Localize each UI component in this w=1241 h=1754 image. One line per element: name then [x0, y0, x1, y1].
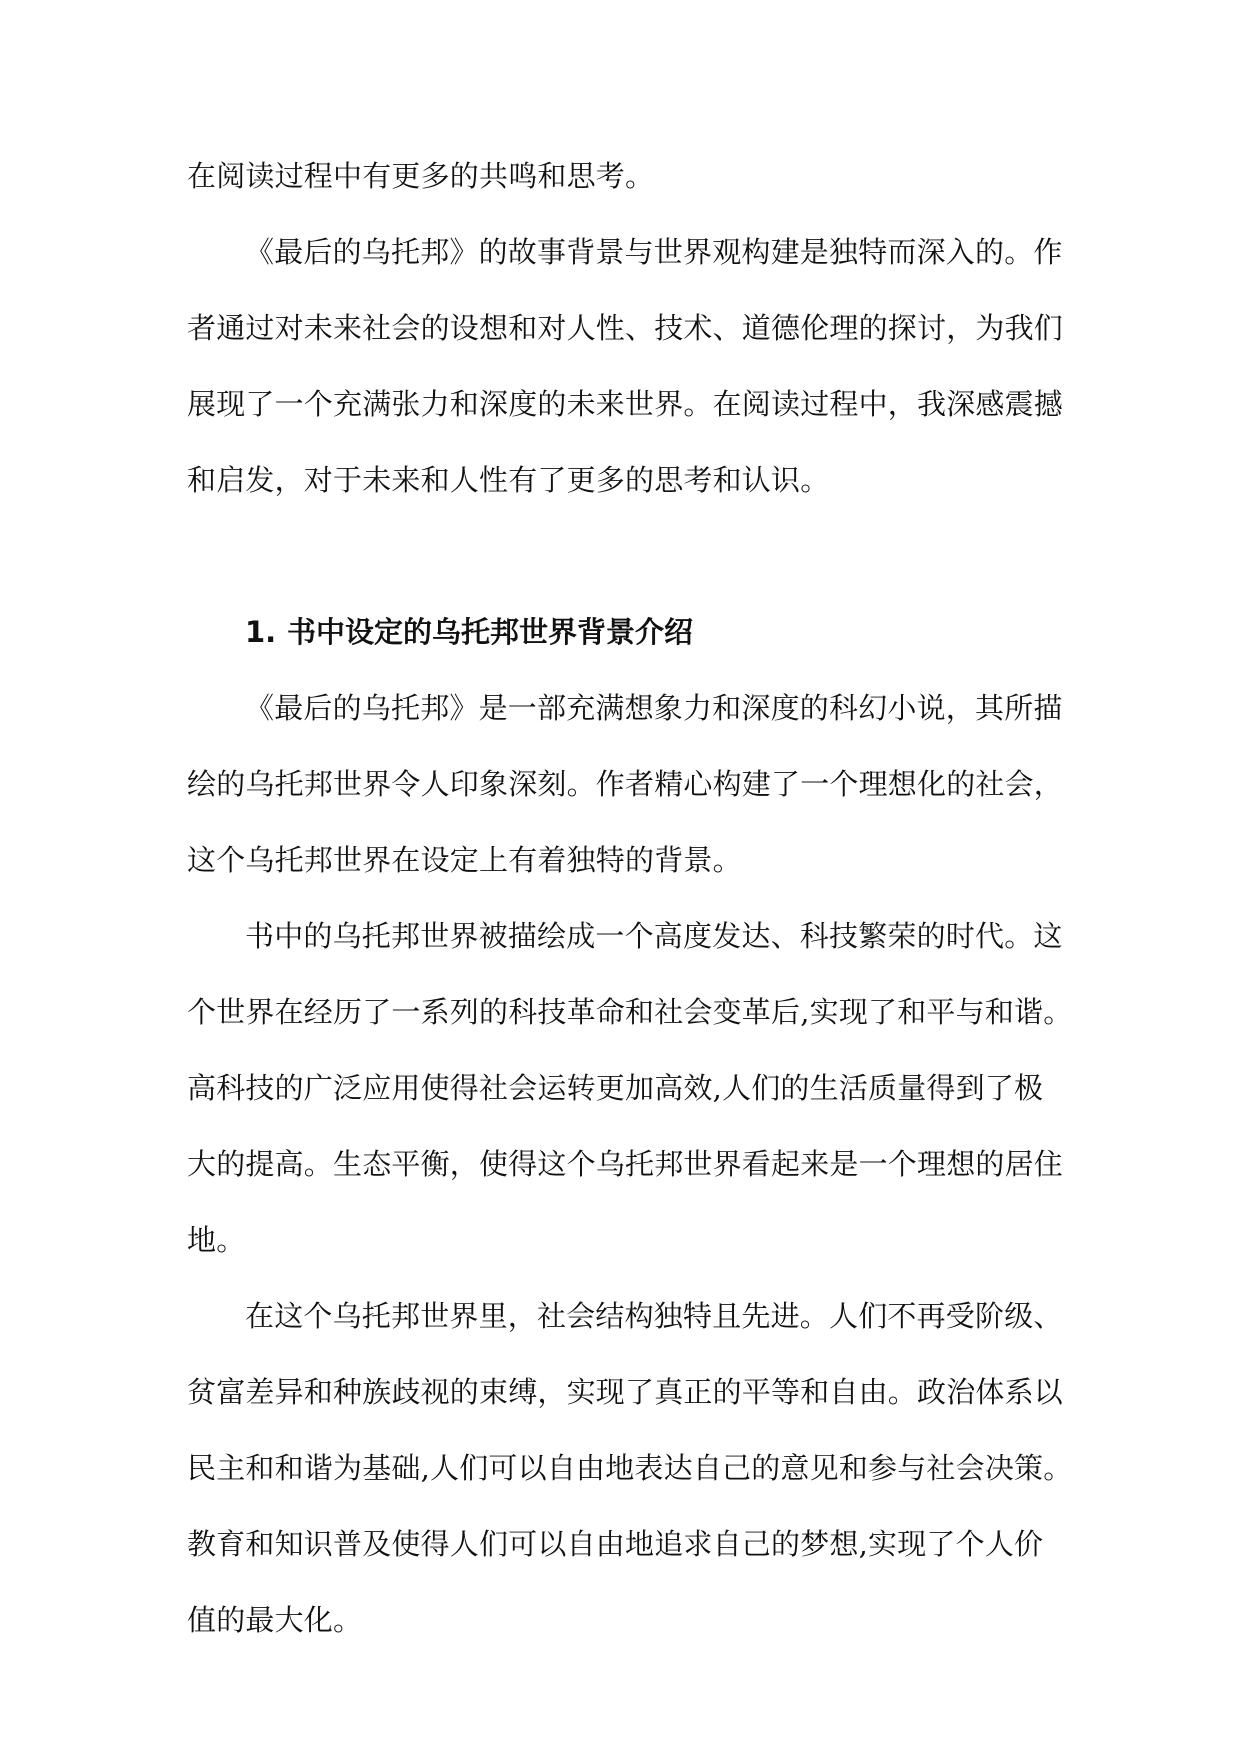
paragraph-line: 在这个乌托邦世界里，社会结构独特且先进。人们不再受阶级、 — [245, 1299, 1063, 1333]
paragraph-line: 民主和和谐为基础,人们可以自由地表达自己的意见和参与社会决策。 — [187, 1451, 1073, 1485]
paragraph-line: 教育和知识普及使得人们可以自由地追求自己的梦想,实现了个人价 — [187, 1527, 1044, 1561]
section-number: 1. — [245, 615, 277, 649]
paragraph-line: 大的提高。生态平衡，使得这个乌托邦世界看起来是一个理想的居住 — [187, 1147, 1064, 1181]
paragraph-line: 值的最大化。 — [187, 1603, 363, 1637]
paragraph-line: 贫富差异和种族歧视的束缚，实现了真正的平等和自由。政治体系以 — [187, 1375, 1064, 1409]
paragraph-line: 者通过对未来社会的设想和对人性、技术、道德伦理的探讨，为我们 — [187, 311, 1064, 345]
paragraph-line: 和启发，对于未来和人性有了更多的思考和认识。 — [187, 463, 830, 497]
paragraph-continuation-line: 在阅读过程中有更多的共鸣和思考。 — [187, 159, 655, 193]
paragraph-line: 展现了一个充满张力和深度的未来世界。在阅读过程中，我深感震撼 — [187, 387, 1064, 421]
document-body — [187, 138, 1073, 1658]
paragraph-line: 地。 — [187, 1223, 246, 1257]
section-heading — [187, 594, 1057, 670]
paragraph-line: 《最后的乌托邦》的故事背景与世界观构建是独特而深入的。作 — [245, 235, 1063, 269]
paragraph-line: 书中的乌托邦世界被描绘成一个高度发达、科技繁荣的时代。这 — [245, 919, 1063, 953]
paragraph-line: 这个乌托邦世界在设定上有着独特的背景。 — [187, 843, 742, 877]
paragraph-spacer — [187, 518, 1057, 594]
paragraph-line: 绘的乌托邦世界令人印象深刻。作者精心构建了一个理想化的社会， — [187, 767, 1064, 801]
section-title: 书中设定的乌托邦世界背景介绍 — [287, 615, 694, 649]
paragraph-line: 个世界在经历了一系列的科技革命和社会变革后,实现了和平与和谐。 — [187, 995, 1073, 1029]
paragraph-line: 《最后的乌托邦》是一部充满想象力和深度的科幻小说，其所描 — [245, 691, 1063, 725]
paragraph-line: 高科技的广泛应用使得社会运转更加高效,人们的生活质量得到了极 — [187, 1071, 1044, 1105]
